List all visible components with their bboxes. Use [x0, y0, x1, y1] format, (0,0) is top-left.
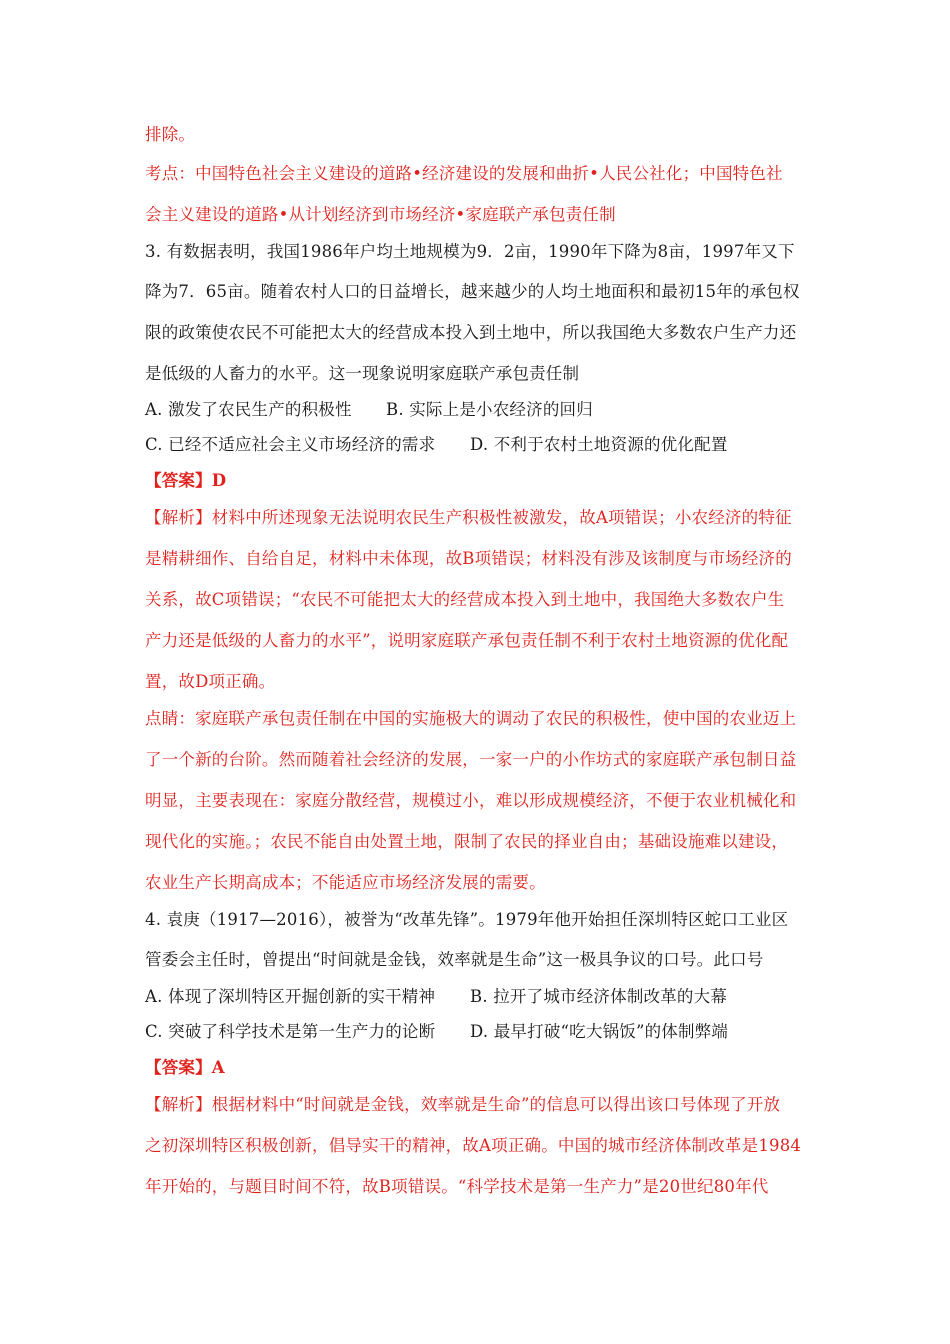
analysis-line-3: 关系，故C项错误；“农民不可能把太大的经营成本投入到土地中，我国绝大多数农户生: [145, 590, 785, 609]
question-3-line-3: 限的政策使农民不可能把太大的经营成本投入到土地中，所以我国绝大多数农户生产力还: [145, 323, 797, 342]
kaodian-line-2: 会主义建设的道路•从计划经济到市场经济•家庭联产承包责任制: [145, 205, 616, 224]
analysis-line-4: 产力还是低级的人畜力的水平”，说明家庭联产承包责任制不利于农村土地资源的优化配: [145, 631, 789, 650]
answer-label: 【答案】D: [145, 471, 227, 490]
question-3-line-2: 降为7．65亩。随着农村人口的日益增长，越来越少的人均土地面积和最初15年的承包权: [145, 282, 800, 301]
analysis-4-line-3: 年开始的，与题目时间不符，故B项错误。“科学技术是第一生产力”是20世纪80年代: [145, 1177, 769, 1196]
option-b: B. 实际上是小农经济的回归: [386, 400, 593, 419]
option-d: D. 最早打破“吃大锅饭”的体制弊端: [470, 1022, 729, 1041]
option-a: A. 体现了深圳特区开掘创新的实干精神: [145, 987, 436, 1006]
analysis-line-1: 【解析】材料中所述现象无法说明农民生产积极性被激发，故A项错误；小农经济的特征: [145, 508, 792, 527]
analysis-line-2: 是精耕细作、自给自足，材料中未体现，故B项错误；材料没有涉及该制度与市场经济的: [145, 549, 792, 568]
option-row: [145, 433, 728, 457]
dianjing-line-4: 现代化的实施。；农民不能自由处置土地，限制了农民的择业自由；基础设施难以建设，: [145, 832, 789, 851]
dianjing-line-3: 明显，主要表现在：家庭分散经营，规模过小，难以形成规模经济，不便于农业机械化和: [145, 791, 797, 810]
dianjing-line-5: 农业生产长期高成本；不能适应市场经济发展的需要。: [145, 873, 546, 892]
analysis-line-5: 置，故D项正确。: [145, 672, 276, 691]
option-c: C. 突破了科学技术是第一生产力的论断: [145, 1022, 436, 1041]
option-d: D. 不利于农村土地资源的优化配置: [470, 435, 728, 454]
option-b: B. 拉开了城市经济体制改革的大幕: [470, 987, 728, 1006]
dianjing-line-2: 了一个新的台阶。然而随着社会经济的发展，一家一户的小作坊式的家庭联产承包制日益: [145, 750, 797, 769]
option-row: [145, 985, 728, 1009]
dianjing-line-1: 点睛：家庭联产承包责任制在中国的实施极大的调动了农民的积极性，使中国的农业迈上: [145, 709, 797, 728]
analysis-4-line-1: 【解析】根据材料中“时间就是金钱，效率就是生命”的信息可以得出该口号体现了开放: [145, 1095, 781, 1114]
kaodian-line-1: 考点：中国特色社会主义建设的道路•经济建设的发展和曲折•人民公社化；中国特色社: [145, 164, 783, 183]
question-4-line-2: 管委会主任时，曾提出“时间就是金钱，效率就是生命”这一极具争议的口号。此口号: [145, 950, 764, 969]
option-row: [145, 1020, 729, 1044]
option-a: A. 激发了农民生产的积极性: [145, 400, 352, 419]
answer-label: 【答案】A: [145, 1058, 225, 1077]
question-3-line-1: 3. 有数据表明，我国1986年户均土地规模为9．2亩，1990年下降为8亩，1997年又下: [145, 242, 795, 261]
question-4-line-1: 4. 袁庚（1917—2016），被誉为“改革先锋”。1979年他开始担任深圳特区蛇口工业区: [145, 910, 789, 929]
question-3-line-4: 是低级的人畜力的水平。这一现象说明家庭联产承包责任制: [145, 364, 580, 383]
option-row: [145, 398, 593, 422]
option-c: C. 已经不适应社会主义市场经济的需求: [145, 435, 436, 454]
analysis-4-line-2: 之初深圳特区积极创新，倡导实干的精神，故A项正确。中国的城市经济体制改革是1984: [145, 1136, 802, 1155]
text-line: 排除。: [145, 125, 196, 144]
